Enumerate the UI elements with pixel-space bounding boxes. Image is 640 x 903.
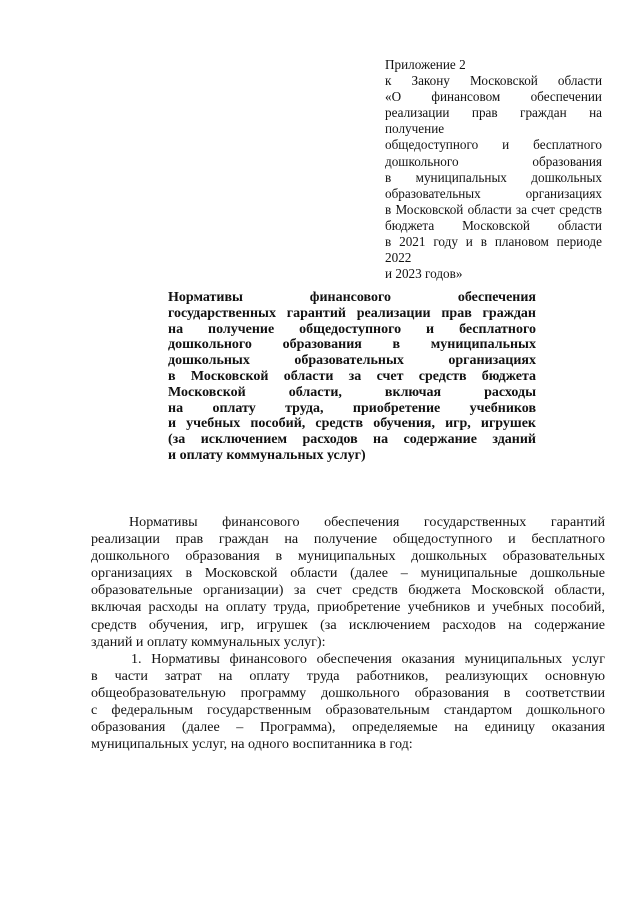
annex-line: общедоступного и бесплатного (385, 137, 602, 153)
heading-line: в Московской области за счет средств бюджета (168, 368, 536, 384)
document-body (91, 514, 605, 753)
annex-line: образовательных организациях (385, 185, 602, 201)
heading-line: дошкольных образовательных организациях (168, 353, 536, 369)
annex-line: бюджета Московской области (385, 217, 602, 233)
annex-line: в 2021 году и в плановом периоде 2022 (385, 234, 602, 266)
heading-line: (за исключением расходов на содержание зданий (168, 432, 536, 448)
annex-line: в Московской области за счет средств (385, 201, 602, 217)
body-paragraph-line: дошкольного образования в муниципальных дошкольных образовательных (91, 548, 605, 565)
annex-line: реализации прав граждан на получение (385, 105, 602, 137)
body-paragraph-line: организациях в Московской области (далее – муниципальные дошкольные (91, 565, 605, 582)
annex-line: дошкольного образования (385, 153, 602, 169)
annex-line: к Законy Московской области (385, 73, 602, 89)
body-paragraph-line: включая расходы на оплату труда, приобретение учебников и учебных пособий, (91, 599, 605, 616)
heading-line: государственных гарантий реализации прав граждан (168, 305, 536, 321)
heading-line: и оплату коммунальных услуг) (168, 447, 366, 463)
body-paragraph-line: 1. Нормативы финансового обеспечения оказания муниципальных услуг (131, 650, 605, 667)
document-heading (168, 290, 536, 464)
annex-line: Приложение 2 (385, 57, 466, 72)
body-paragraph-line: Нормативы финансового обеспечения государственных гарантий (129, 514, 605, 530)
heading-line: Московской области, включая расходы (168, 384, 536, 400)
annex-line: и 2023 годов» (385, 266, 463, 282)
heading-line: дошкольного образования в муниципальных (168, 337, 536, 353)
annex-reference-block (385, 57, 602, 282)
body-paragraph-line: образования (далее – Программа), определяемые на единицу оказания (91, 719, 605, 736)
annex-line: в муниципальных дошкольных (385, 169, 602, 185)
body-paragraph-line: средств обучения, игр, игрушек (за исключением расходов на содержание (91, 616, 605, 633)
heading-line: на оплату труда, приобретение учебников (168, 400, 536, 416)
body-paragraph-line: реализации прав граждан на получение общедоступного и бесплатного (91, 531, 605, 548)
heading-line: на получение общедоступного и бесплатного (168, 321, 536, 337)
body-paragraph-line: с федеральным государственным образовательным стандартом дошкольного (91, 702, 605, 719)
body-paragraph-line: в части затрат на оплату труда работников, реализующих основную (91, 667, 605, 684)
heading-line: Нормативы финансового обеспечения (168, 290, 536, 305)
body-paragraph-line: общеобразовательную программу дошкольного образования в соответствии (91, 684, 605, 701)
body-paragraph-line: зданий и оплату коммунальных услуг): (91, 633, 326, 650)
body-paragraph-line: образовательные организации) за счет средств бюджета Московской области, (91, 582, 605, 599)
body-paragraph-line: муниципальных услуг, на одного воспитанника в год: (91, 736, 413, 753)
heading-line: и учебных пособий, средств обучения, игр, игрушек (168, 416, 536, 432)
annex-line: «О финансовом обеспечении (385, 89, 602, 105)
